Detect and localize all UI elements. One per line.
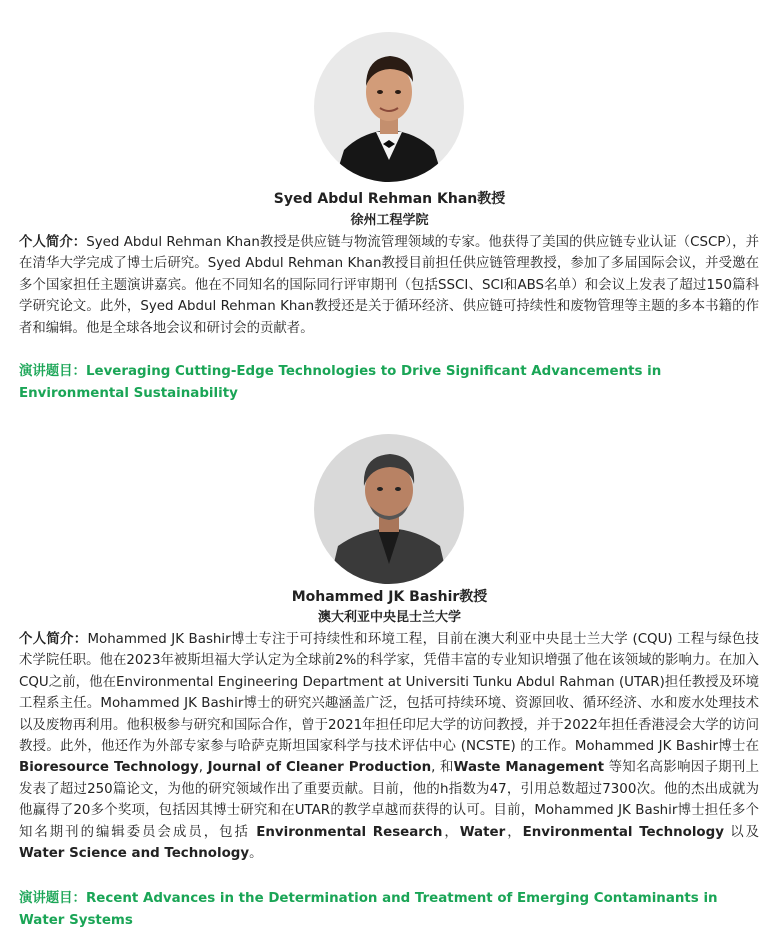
talk-title: Leveraging Cutting-Edge Technologies to Drive Significant Advancements in Environmental Sustainability [19, 364, 662, 401]
journal-name: Journal of Cleaner Production [207, 760, 432, 776]
bio-text: Mohammed JK Bashir博士专注于可持续性和环境工程，目前在澳大利亚中央昆士兰大学 (CQU) 工程与绿色技术学院任职。他在2023年被斯坦福大学认定为全球前2%的科学家，凭借丰富的专业知识增强了他在该领域的影响力。在加入CQU之前，他在Environmental Engineering Department at Universiti Tunku Abdul Rahman (UTAR)担任教授及环境工程系主任。Mohammed JK Bashir博士的研究兴趣涵盖广泛，包括可持续环境、资源回收、循环经济、水和废水处理技术以及废物再利用。他积极参与研究和国际合作，曾于2021年担任印尼大学的访问教授，并于2022年担任香港浸会大学的访问教授。此外，他还作为外部专家参与哈萨克斯坦国家科学与技术评估中心 (NCSTE) 的工作。Mohammed JK Bashir博士在 [19, 632, 759, 755]
separator: , [198, 760, 208, 776]
speaker-1-photo [314, 32, 464, 182]
bio-text: Syed Abdul Rehman Khan教授是供应链与物流管理领域的专家。他获得了美国的供应链专业认证（CSCP），并在清华大学完成了博士后研究。Syed Abdul Rehman Khan教授目前担任供应链管理教授，参加了多届国际会议，并受邀在多个国家担任主题演讲嘉宾。他在不同知名的国际同行评审期刊（包括SSCI、SCI和ABS名单）和会议上发表了超过150篇科学研究论文。此外，Syed Abdul Rehman Khan教授还是关于循环经济、供应链可持续性和废物管理等主题的多本书籍的作者和编辑。他是全球各地会议和研讨会的贡献者。 [19, 235, 760, 336]
journal-name: Environmental Research [256, 824, 443, 840]
speaker-2-photo [314, 434, 464, 584]
journal-name: Water Science and Technology [19, 846, 250, 862]
speaker-2-talk [19, 888, 764, 932]
speaker-2-portrait [314, 434, 464, 584]
speaker-1-portrait [314, 32, 464, 182]
speaker-2-bio [19, 629, 759, 864]
bio-end: 。 [249, 846, 263, 862]
separator: ， [505, 824, 523, 840]
speaker-1-affiliation: 徐州工程学院 [350, 213, 429, 228]
speaker-1-talk [19, 361, 764, 405]
talk-label: 演讲题目： [19, 364, 86, 379]
bio-label: 个人简介： [19, 632, 88, 647]
speaker-1-name: Syed Abdul Rehman Khan教授 [273, 191, 506, 207]
separator: 以及 [723, 824, 759, 840]
speaker-1-bio [19, 232, 759, 339]
bio-text: 等知名高影响因子期刊上发表了超过250篇论文，为他的研究领域作出了重要贡献。目前，他的h指数为47，引用总数超过7300次。他的杰出成就为他赢得了20多个奖项，包括因其博士研究和在UTAR的教学卓越而获得的认可。目前，Mohammed JK Bashir博士担任多个知名期刊的编辑委员会成员，包括 [19, 760, 759, 840]
journal-name: Bioresource Technology [19, 760, 199, 776]
journal-name: Water [459, 824, 506, 840]
journal-name: Waste Management [453, 760, 604, 776]
bio-label: 个人简介： [19, 235, 87, 250]
speaker-2-affiliation: 澳大利亚中央昆士兰大学 [317, 610, 461, 625]
talk-label: 演讲题目： [19, 891, 86, 906]
separator: , 和 [431, 760, 454, 776]
journal-name: Environmental Technology [522, 824, 724, 840]
speaker-2-name: Mohammed JK Bashir教授 [291, 589, 488, 605]
separator: ， [442, 824, 460, 840]
talk-title: Recent Advances in the Determination and Treatment of Emerging Contaminants in Water Systems [19, 891, 718, 928]
